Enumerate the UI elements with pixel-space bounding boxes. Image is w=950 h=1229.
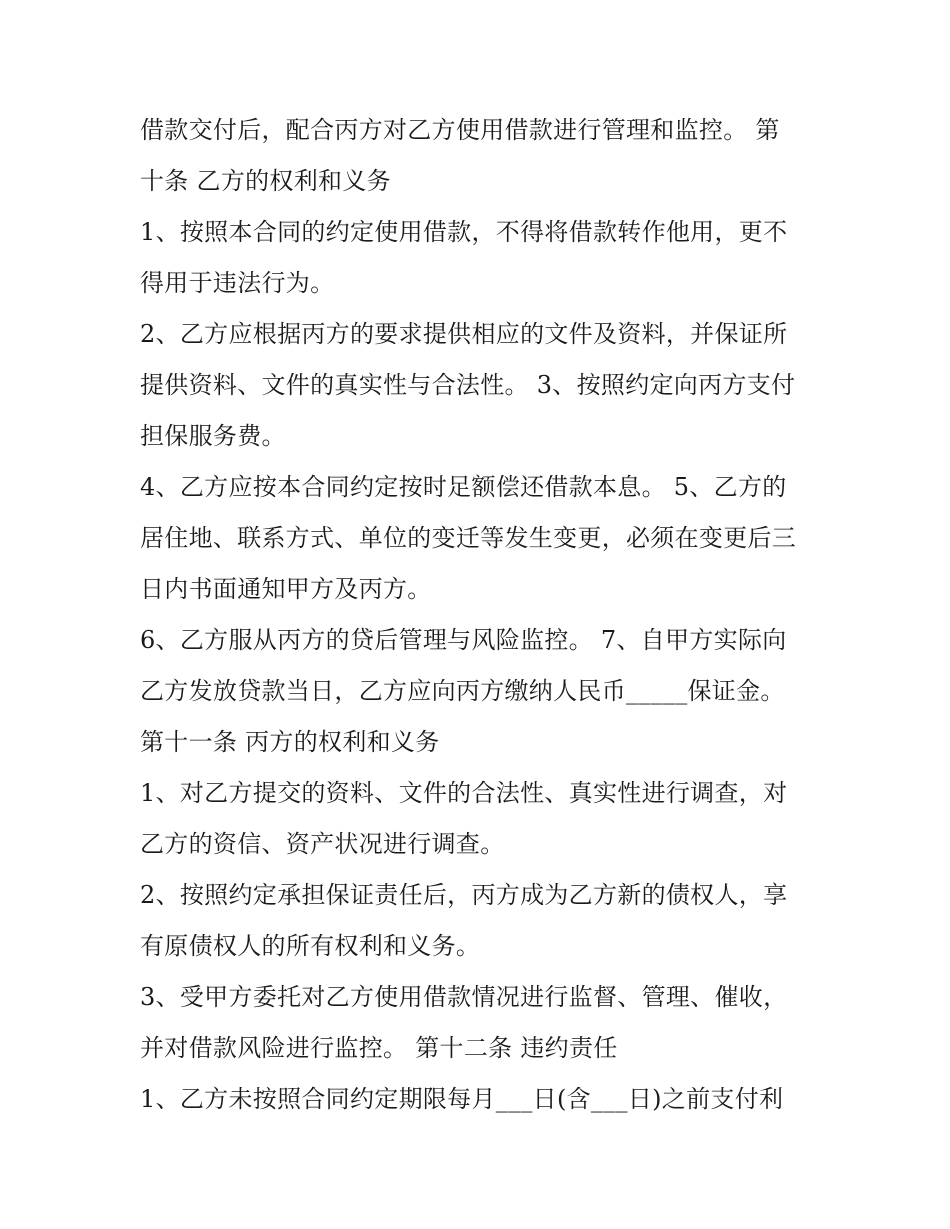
- text-line: 乙方发放贷款当日，乙方应向丙方缴纳人民币_____保证金。: [140, 677, 785, 705]
- text-line: 2、乙方应根据丙方的要求提供相应的文件及资料，并保证所: [140, 320, 788, 348]
- text-line: 得用于违法行为。: [140, 269, 335, 297]
- text-line: 2、按照约定承担保证责任后，丙方成为乙方新的债权人，享: [140, 881, 788, 909]
- text-line: 第十一条 丙方的权利和义务: [140, 728, 440, 756]
- text-line: 并对借款风险进行监控。 第十二条 违约责任: [140, 1034, 618, 1062]
- text-line: 3、受甲方委托对乙方使用借款情况进行监督、管理、催收，: [140, 983, 788, 1011]
- text-line: 1、对乙方提交的资料、文件的合法性、真实性进行调查，对: [140, 779, 788, 807]
- text-line: 4、乙方应按本合同约定按时足额偿还借款本息。 5、乙方的: [140, 473, 787, 501]
- text-line: 居住地、联系方式、单位的变迁等发生变更，必须在变更后三: [140, 524, 797, 552]
- text-line: 乙方的资信、资产状况进行调查。: [140, 830, 505, 858]
- text-line: 1、乙方未按照合同约定期限每月___日(含___日)之前支付利: [140, 1085, 784, 1113]
- text-line: 借款交付后，配合丙方对乙方使用借款进行管理和监控。 第: [140, 116, 780, 144]
- text-line: 1、按照本合同的约定使用借款，不得将借款转作他用，更不: [140, 218, 788, 246]
- text-line: 6、乙方服从丙方的贷后管理与风险监控。 7、自甲方实际向: [140, 626, 787, 654]
- text-line: 有原债权人的所有权利和义务。: [140, 932, 481, 960]
- text-line: 十条 乙方的权利和义务: [140, 167, 391, 195]
- text-line: 提供资料、文件的真实性与合法性。 3、按照约定向丙方支付: [140, 371, 796, 399]
- document-body: [140, 106, 820, 1126]
- text-line: 担保服务费。: [140, 422, 286, 450]
- text-line: 日内书面通知甲方及丙方。: [140, 575, 432, 603]
